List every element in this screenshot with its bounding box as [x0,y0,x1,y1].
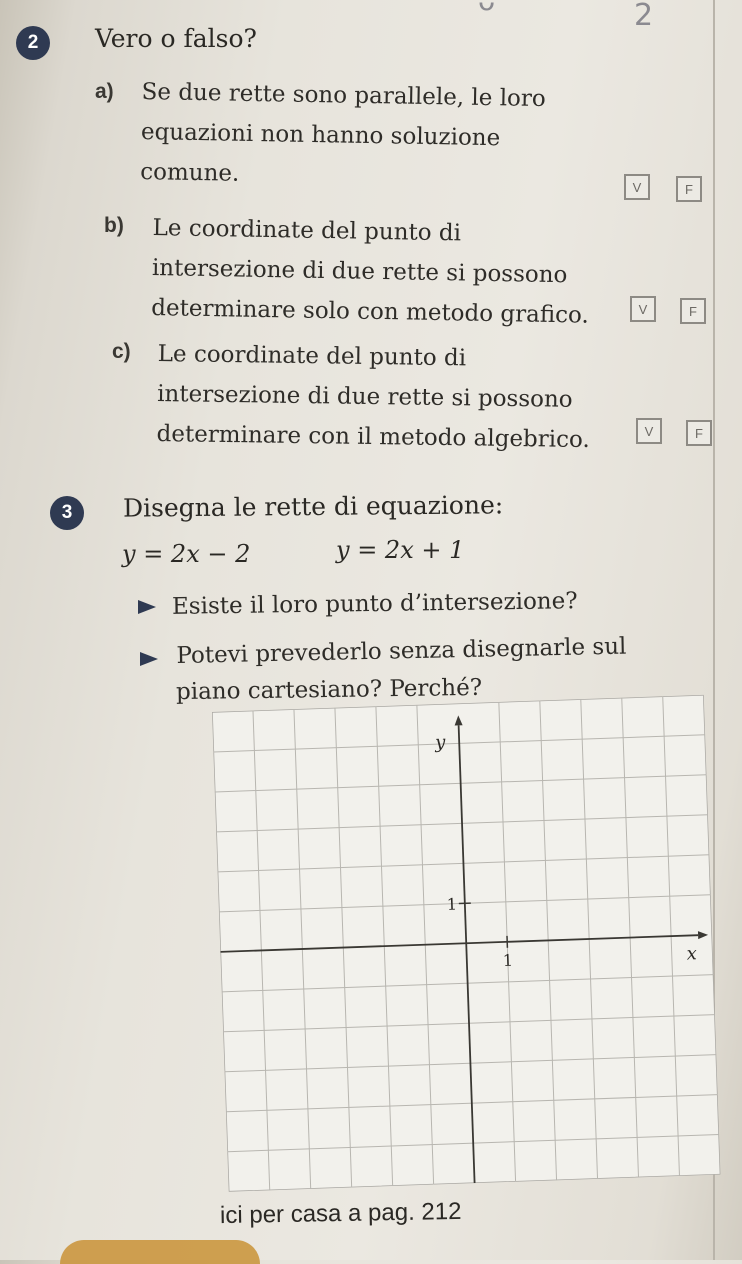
equation-1: y = 2x − 2 [122,540,250,568]
item-c-letter: c) [112,340,131,364]
item-a-true-box[interactable]: V [624,174,650,200]
item-a-line-3: comune. [140,152,545,199]
item-c-false-box[interactable]: F [686,420,712,446]
exercise-2-number: 2 [16,26,50,60]
item-c-line-1: Le coordinate del punto di [157,334,591,380]
item-c-true-box[interactable]: V [636,418,662,444]
item-a-line-1: Se due rette sono parallele, le loro [141,72,546,119]
y-tick-label: 1 [447,895,458,914]
item-b-statement [151,208,591,336]
footer-text: ici per casa a pag. 212 [220,1198,462,1230]
item-b-line-1: Le coordinate del punto di [152,208,590,256]
question-1-bullet-icon [138,600,156,614]
item-c-line-3: determinare con il metodo algebrico. [156,414,590,460]
item-c-line-2: intersezione di due rette si possono [157,374,591,420]
item-c-statement [156,334,591,460]
exercise-3-title: Disegna le rette di equazione: [123,490,503,522]
grid-svg [212,695,720,1192]
x-tick-label: 1 [503,951,514,970]
question-1: Esiste il loro punto d’intersezione? [172,581,578,627]
item-b-true-box[interactable]: V [630,296,656,322]
item-b-letter: b) [104,214,124,238]
handwritten-scribble: ᴗ [478,0,495,17]
item-b-false-box[interactable]: F [680,298,706,324]
item-a-statement [140,72,546,199]
footer-decoration [60,1240,260,1264]
question-2-continued: piano cartesiano? Perché? [176,668,483,712]
item-a-letter: a) [95,80,114,104]
item-b-line-3: determinare solo con metodo grafico. [151,288,589,336]
cartesian-grid[interactable] [212,695,720,1192]
item-a-line-2: equazioni non hanno soluzione [141,112,546,159]
y-axis-label: y [434,732,447,753]
exercise-2-title: Vero o falso? [95,24,257,53]
exercise-3-number: 3 [50,496,84,530]
question-2-bullet-icon [140,652,158,666]
x-axis-label: x [686,943,697,964]
handwritten-number: 2 [634,0,653,33]
item-b-line-2: intersezione di due rette si possono [152,248,590,296]
item-a-false-box[interactable]: F [676,176,702,202]
equation-2: y = 2x + 1 [336,536,464,564]
question-2-line-1: Potevi prevederlo senza disegnarle sul [176,627,627,676]
